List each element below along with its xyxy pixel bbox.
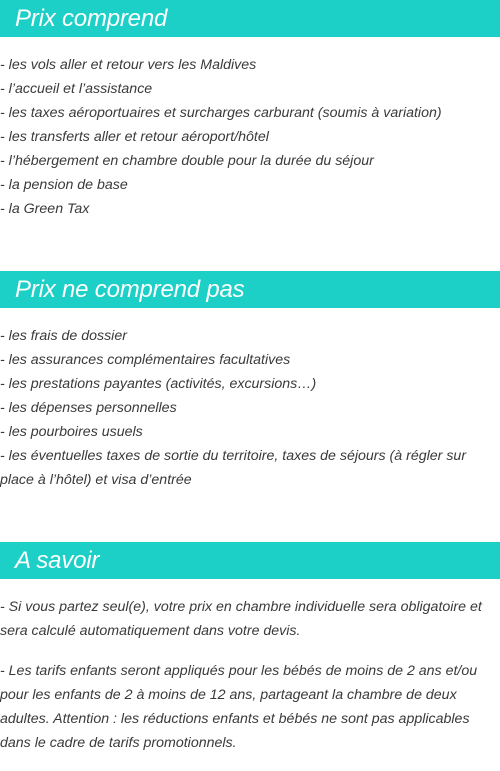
- list-item: - les pourboires usuels: [0, 424, 143, 440]
- section-prix-comprend: [0, 0, 500, 217]
- section-prix-ne-comprend-pas: [0, 271, 500, 488]
- list-item: - les prestations payantes (activités, excursions…): [0, 376, 317, 392]
- list-item: - l’accueil et l’assistance: [0, 81, 153, 97]
- section-a-savoir: [0, 542, 500, 751]
- child-rates-note: - Les tarifs enfants seront appliqués pour les bébés de moins de 2 ans et/ou pour les enfants de 2 à moins de 12 ans, partageant la chambre de deux adultes. Attention : les réductions enfants et bébés ne sont pas applicables dans le cadre de tarifs promotionnels.: [0, 663, 478, 751]
- list-item: - la Green Tax: [0, 201, 90, 217]
- list-item: - les vols aller et retour vers les Maldives: [0, 57, 257, 73]
- list-item: - les assurances complémentaires facultatives: [0, 352, 291, 368]
- list-item: - les dépenses personnelles: [0, 400, 177, 416]
- section-title-prix-ne-comprend-pas: Prix ne comprend pas: [0, 271, 500, 308]
- excluded-list: [0, 324, 500, 492]
- list-item: - les frais de dossier: [0, 328, 127, 344]
- single-traveler-note: - Si vous partez seul(e), votre prix en chambre individuelle sera obligatoire et sera calculé automatiquement dans votre devis.: [0, 599, 482, 639]
- section-title-prix-comprend: Prix comprend: [0, 0, 500, 37]
- list-item: - l’hébergement en chambre double pour la durée du séjour: [0, 153, 374, 169]
- list-item: - les éventuelles taxes de sortie du territoire, taxes de séjours (à régler sur place à l’hôtel) et visa d’entrée: [0, 448, 467, 488]
- section-title-a-savoir: A savoir: [0, 542, 500, 579]
- list-item: - les taxes aéroportuaires et surcharges carburant (soumis à variation): [0, 105, 442, 121]
- list-item: - la pension de base: [0, 177, 128, 193]
- list-item: - les transferts aller et retour aéroport/hôtel: [0, 129, 269, 145]
- included-list: [0, 53, 500, 221]
